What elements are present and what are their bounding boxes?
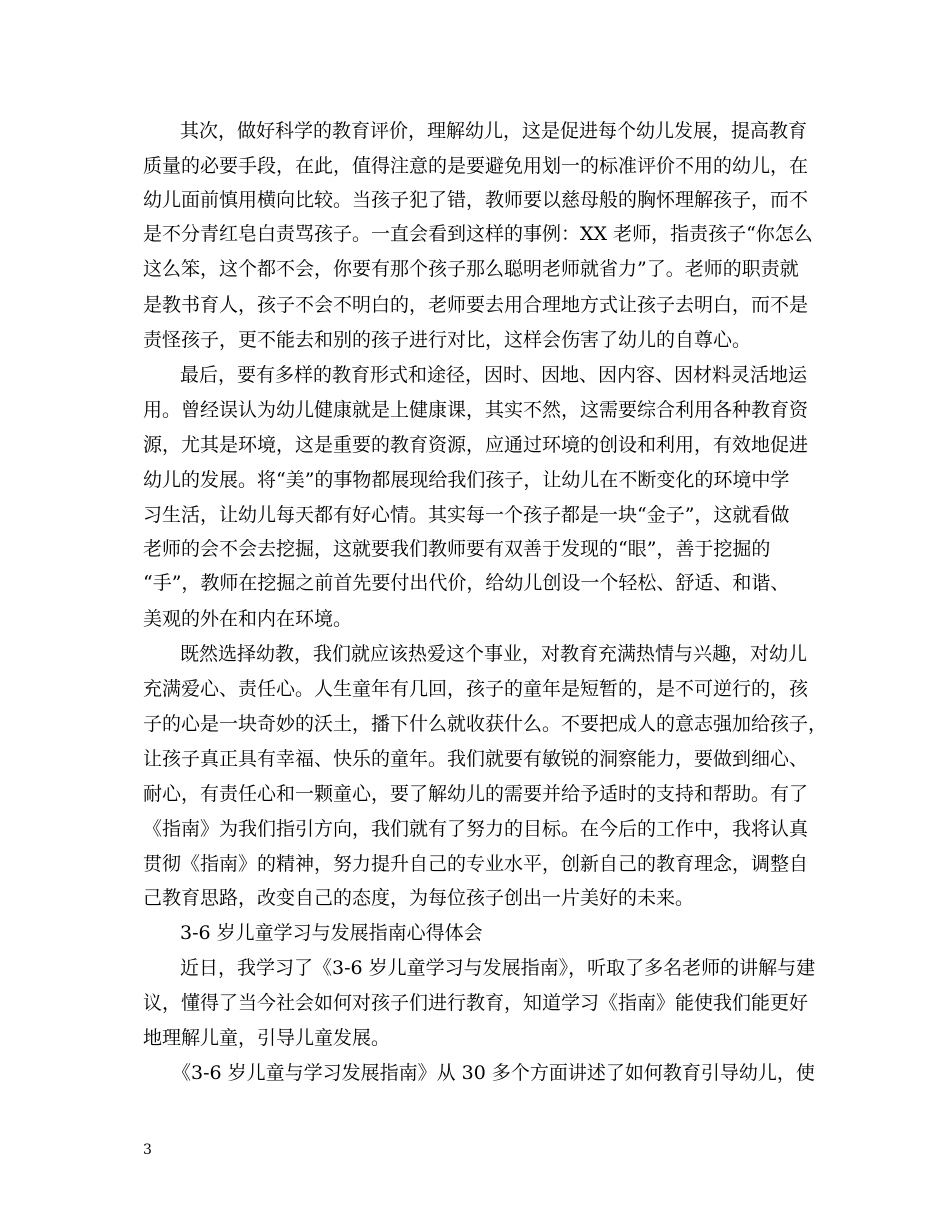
page-number: 3 [143, 1142, 152, 1158]
document-page: 其次，做好科学的教育评价，理解幼儿，这是促进每个幼儿发展，提高教育 质量的必要手段，在此，值得注意的是要避免用划一的标准评价不用的幼儿，在 幼儿面前慎用横向比较。当孩子犯了错，教师要以慈母般的胸怀理解孩子，而不 是不分青红皂白责骂孩子。一直会看到这样的事例：XX 老师，指责孩子“你怎么 这么笨，这个都不会，你要有那个孩子那么聪明老师就省力”了。老师的职责就 是教书育人，孩子不会不明白的，老师要去用合理地方式让孩子去明白，而不是 责怪孩子，更不能去和别的孩子进行对比，这样会伤害了幼儿的自尊心。 最后，要有多样的教育形式和途径，因时、因地、因内容、因材料灵活地运 用。曾经误认为幼儿健康就是上健康课，其实不然，这需要综合利用各种教育资 源，尤其是环境，这是重要的教育资源，应通过环境的创设和利用，有效地促进 幼儿的发展。将“美”的事物都展现给我们孩子，让幼儿在不断变化的环境中学 习生活，让幼儿每天都有好心情。其实每一个孩子都是一块“金子”，这就看做 老师的会不会去挖掘，这就要我们教师要有双善于发现的“眼”，善于挖掘的 “手”，教师在挖掘之前首先要付出代价，给幼儿创设一个轻松、舒适、和谐、 美观的外在和内在环境。 既然选择幼教，我们就应该热爱这个事业，对教育充满热情与兴趣，对幼儿 充满爱心、责任心。人生童年有几回，孩子的童年是短暂的，是不可逆行的，孩 子的心是一块奇妙的沃土，播下什么就收获什么。不要把成人的意志强加给孩子， 让孩子真正具有幸福、快乐的童年。我们就要有敏锐的洞察能力，要做到细心、 耐心，有责任心和一颗童心，要了解幼儿的需要并给予适时的支持和帮助。有了 《指南》为我们指引方向，我们就有了努力的目标。在今后的工作中，我将认真 贯彻《指南》的精神，努力提升自己的专业水平，创新自己的教育理念，调整自 己教育思路，改变自己的态度，为每位孩子创出一片美好的未来。 3-6 岁儿童学习与发展指南心得体会 近日，我学习了《3-6 岁儿童学习与发展指南》，听取了多名老师的讲解与建 议，懂得了当今社会如何对孩子们进行教育，知道学习《指南》能使我们能更好 地理解儿童，引导儿童发展。 《3-6 岁儿童与学习发展指南》从 30 多个方面讲述了如何教育引导幼儿，使 3 [143, 120, 828, 1158]
